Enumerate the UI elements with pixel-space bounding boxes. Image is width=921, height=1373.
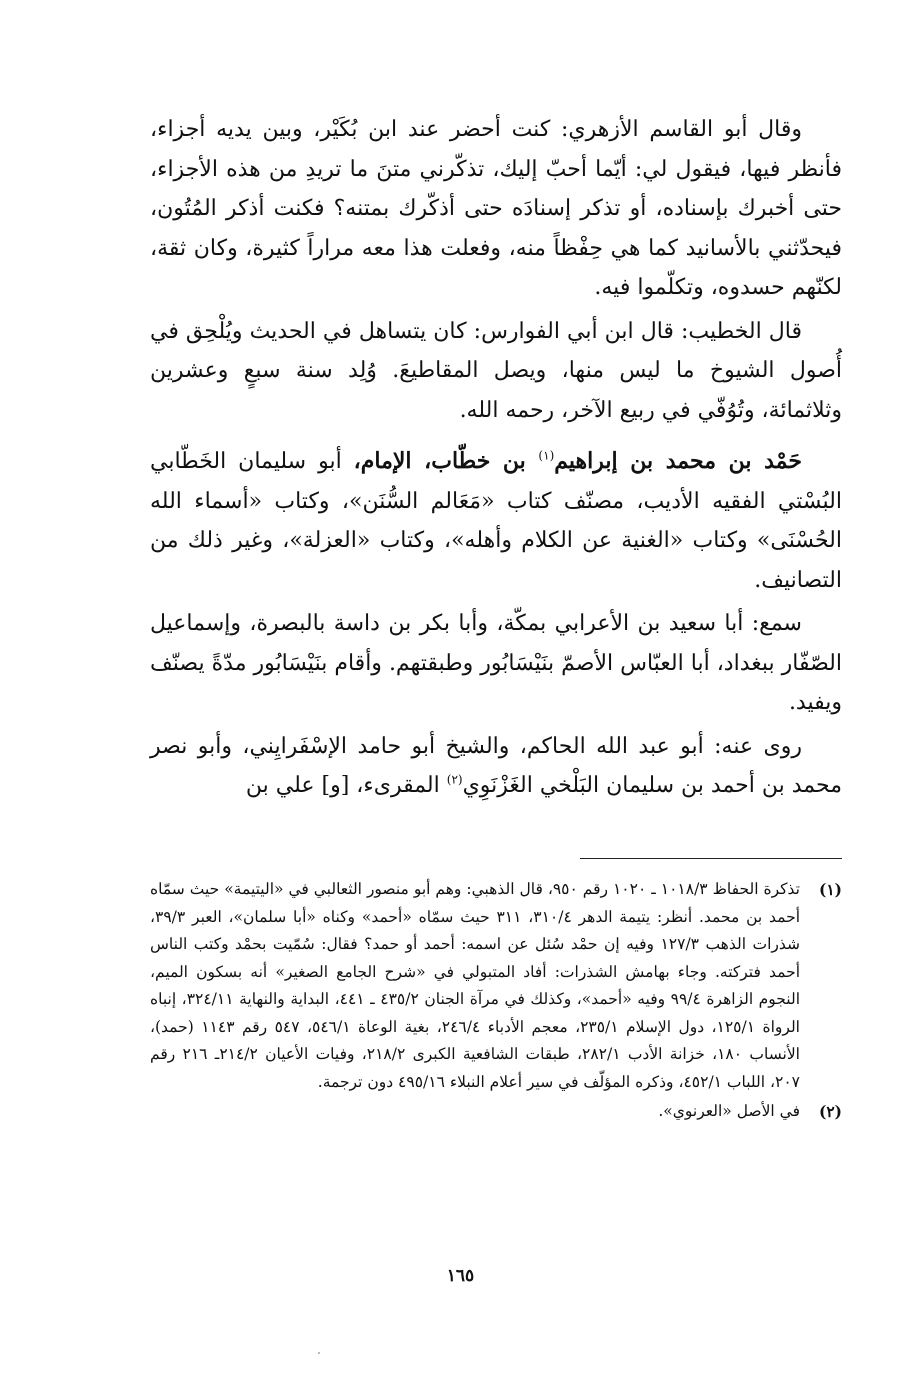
paragraph: وقال أبو القاسم الأزهري: كنت أحضر عند ابن بُكَيْر، وبين يديه أجزاء، فأنظر فيها، فيقول لي: أيّما أحبّ إليك، تذكّرني متنَ ما تريدِ من هذه الأجزاء، حتى أخبرك بإسناده، أو تذكر إسنادَه حتى أذكّرك بمتنه؟ فكنت أذكر المُتُون، فيحدّثني بالأسانيد كما هي حِفْظاً منه، وفعلت هذا معه مراراً كثيرة، وكان ثقة، لكنّهم حسدوه، وتكلّموا فيه. [150,117,842,300]
footnote-reference: (١) [538,448,555,463]
main-text [150,110,842,806]
footnote-separator [580,858,842,859]
entry-heading-continuation: بن خطّاب، الإمام، [353,448,539,474]
scan-speck [318,1352,320,1354]
paragraph: سمع: أبا سعيد بن الأعرابي بمكّة، وأبا بكر بن داسة بالبصرة، وإسماعيل الصّفّار ببغداد، أبا العبّاس الأصمّ بنَيْسَابُور وطبقتهم. وأقام بنَيْسَابُور مدّةً يصنّف ويفيد. [150,611,842,715]
footnote-number: (١) [818,880,842,899]
footnote [150,1098,842,1126]
entry-text: أبو سليمان الخَطّابي البُسْتي الفقيه الأديب، مصنّف كتاب «مَعَالم السُّنَن»، وكتاب «أسماء الله الحُسْنَى» وكتاب «الغنية عن الكلام وأهله»، وكتاب «العزلة»، وغير ذلك من التصانيف. [150,449,842,593]
paragraph-text: المقرىء، [و] علي بن [245,773,447,798]
paragraph: قال الخطيب: قال ابن أبي الفوارس: كان يتساهل في الحديث ويُلْحِق في أُصول الشيوخ ما ليس منها، ويصل المقاطيعَ. وُلِد سنة سبعٍ وعشرين وثلاثمائة، وتُوُفّي في ربيع الآخر، رحمه الله. [150,318,842,423]
entry-heading: حَمْد بن محمد بن إبراهيم [554,448,802,474]
footnote-number: (٢) [818,1102,842,1121]
footnote-reference: (٢) [446,772,463,787]
paragraph-text: روى عنه: أبو عبد الله الحاكم، والشيخ أبو حامد الإسْفَرايِني، وأبو نصر محمد بن أحمد بن سليمان البَلْخي الغَزْنَوِي [150,733,842,798]
page-number: ١٦٥ [446,1266,475,1286]
footnotes [150,876,842,1128]
paragraph [150,727,842,806]
footnote-text: في الأصل «العرنوي». [658,1102,800,1120]
footnote [150,876,842,1096]
footnote-text: تذكرة الحفاظ ١٠١٨/٣ ـ ١٠٢٠ رقم ٩٥٠، قال الذهبي: وهم أبو منصور الثعالبي في «اليتيمة» حيث سمّاه أحمد بن محمد. أنظر: يتيمة الدهر ٣١٠/٤، ٣١١ حيث سمّاه «أحمد» وكناه «أبا سلمان»، العبر ٣٩/٣، شذرات الذهب ١٢٧/٣ وفيه إن حمْد سُئل عن اسمه: أحمد أو حمد؟ فقال: سُمّيت بحمْد وكتب الناس أحمد فتركته. وجاء بهامش الشذرات: أفاد المتبولي في «شرح الجامع الصغير» أنه بسكون الميم، النجوم الزاهرة ٩٩/٤ وفيه «أحمد»، وكذلك في مرآة الجنان ٤٣٥/٢ ـ ٤٤١، البداية والنهاية ٣٢٤/١١، إنباه الرواة ١٢٥/١، دول الإسلام ٢٣٥/١، معجم الأدباء ٢٤٦/٤، بغية الوعاة ٥٤٦/١، ٥٤٧ رقم ١١٤٣ (حمد)، الأنساب ١٨٠، خزانة الأدب ٢٨٢/١، طبقات الشافعية الكبرى ٢١٨/٢، وفيات الأعيان ٢١٤/٢ـ ٢١٦ رقم ٢٠٧، اللباب ٤٥٢/١، وذكره المؤلّف في سير أعلام النبلاء ٤٩٥/١٦ دون ترجمة. [150,880,800,1091]
biography-entry [150,442,842,600]
